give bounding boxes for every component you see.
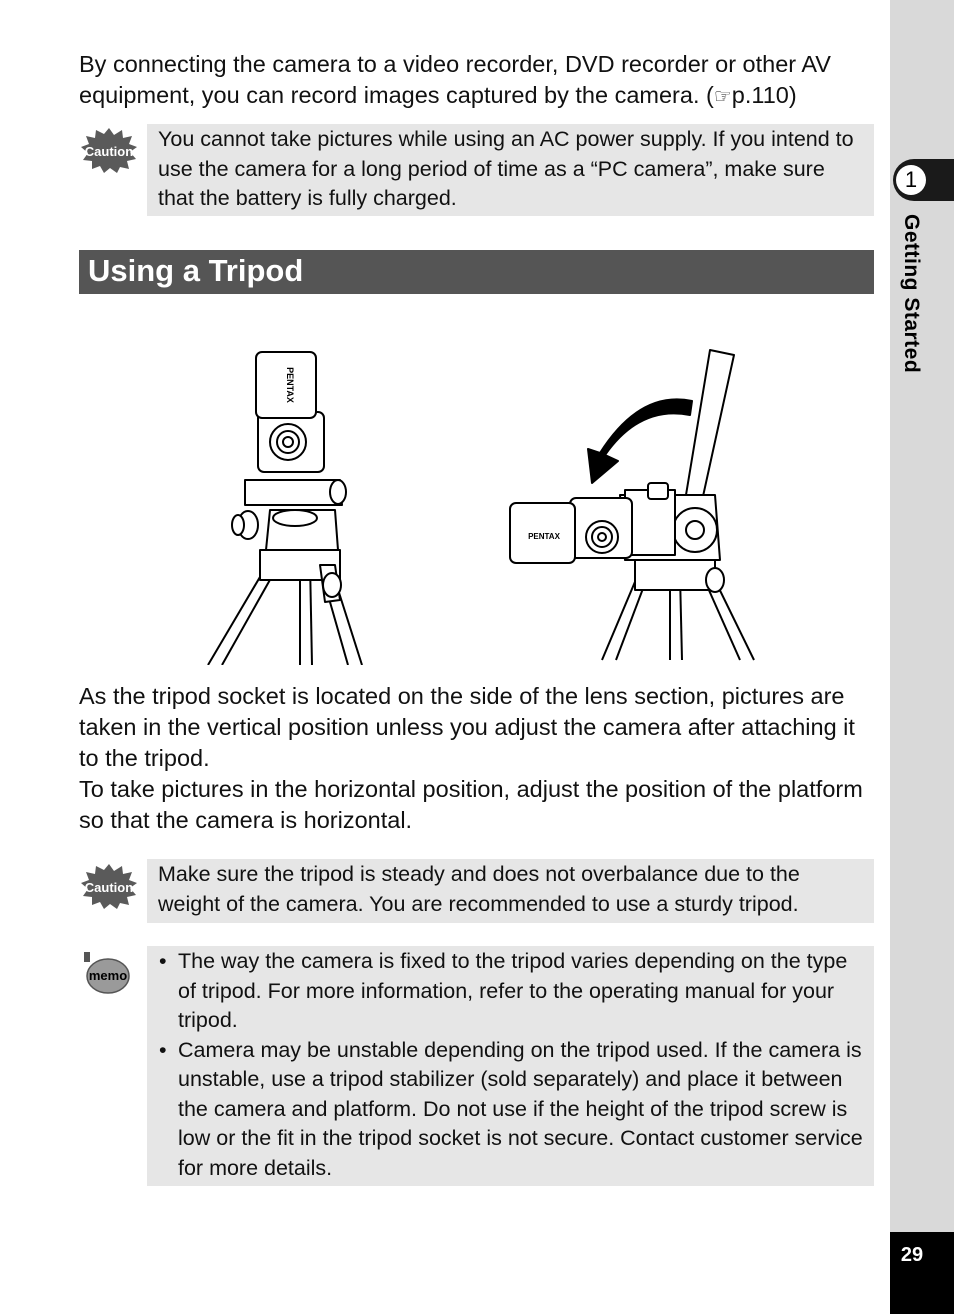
caution-icon-label: Caution — [84, 144, 134, 159]
memo-item: • Camera may be unstable depending on the tripod used. If the camera is unstable, use a tripod stabilizer (sold separately) and place it between the camera and platform. Do not use if the height of the tripod screw is low or the fit in the tripod socket is not secure. Contact customer service for more details. — [158, 1036, 864, 1184]
tripod-vertical-illustration — [200, 340, 370, 665]
memo-list — [158, 947, 864, 1183]
caution-icon-2 — [80, 862, 138, 910]
camera-brand-label: PENTAX — [285, 367, 295, 403]
memo-icon — [80, 950, 132, 996]
caution-note-box-2 — [147, 859, 874, 923]
memo-note-box — [147, 946, 874, 1186]
memo-item: • The way the camera is fixed to the tripod varies depending on the type of tripod. For more information, refer to the operating manual for your tripod. — [158, 947, 864, 1036]
memo-icon-label: memo — [88, 968, 128, 983]
tripod-paragraph-2: To take pictures in the horizontal position, adjust the position of the platform so that the camera is horizontal. — [79, 776, 863, 833]
tripod-paragraph-1: As the tripod socket is located on the side of the lens section, pictures are taken in the vertical position unless you adjust the camera after attaching it to the tripod. — [79, 683, 855, 771]
tripod-horizontal-illustration — [500, 345, 765, 665]
page-reference-icon: ☞ — [713, 86, 732, 108]
caution-icon — [80, 126, 138, 174]
chapter-number: 1 — [896, 165, 926, 195]
caution-note-box — [147, 124, 874, 216]
intro-paragraph — [79, 49, 879, 113]
section-title: Using a Tripod — [88, 253, 304, 288]
intro-text: By connecting the camera to a video recorder, DVD recorder or other AV equipment, you can record images captured by the camera. ( — [79, 51, 831, 108]
camera-brand-label-2: PENTAX — [528, 532, 560, 541]
caution-icon-2-label: Caution — [84, 880, 134, 895]
chapter-title: Getting Started — [900, 214, 923, 374]
page-number: 29 — [900, 1244, 924, 1266]
caution-text-2: Make sure the tripod is steady and does not overbalance due to the weight of the camera. You are recommended to use a sturdy tripod. — [158, 862, 800, 916]
intro-page-ref: p.110) — [731, 82, 797, 108]
caution-text: You cannot take pictures while using an AC power supply. If you intend to use the camera for a long period of time as a “PC camera”, make sure that the battery is fully charged. — [158, 127, 854, 210]
